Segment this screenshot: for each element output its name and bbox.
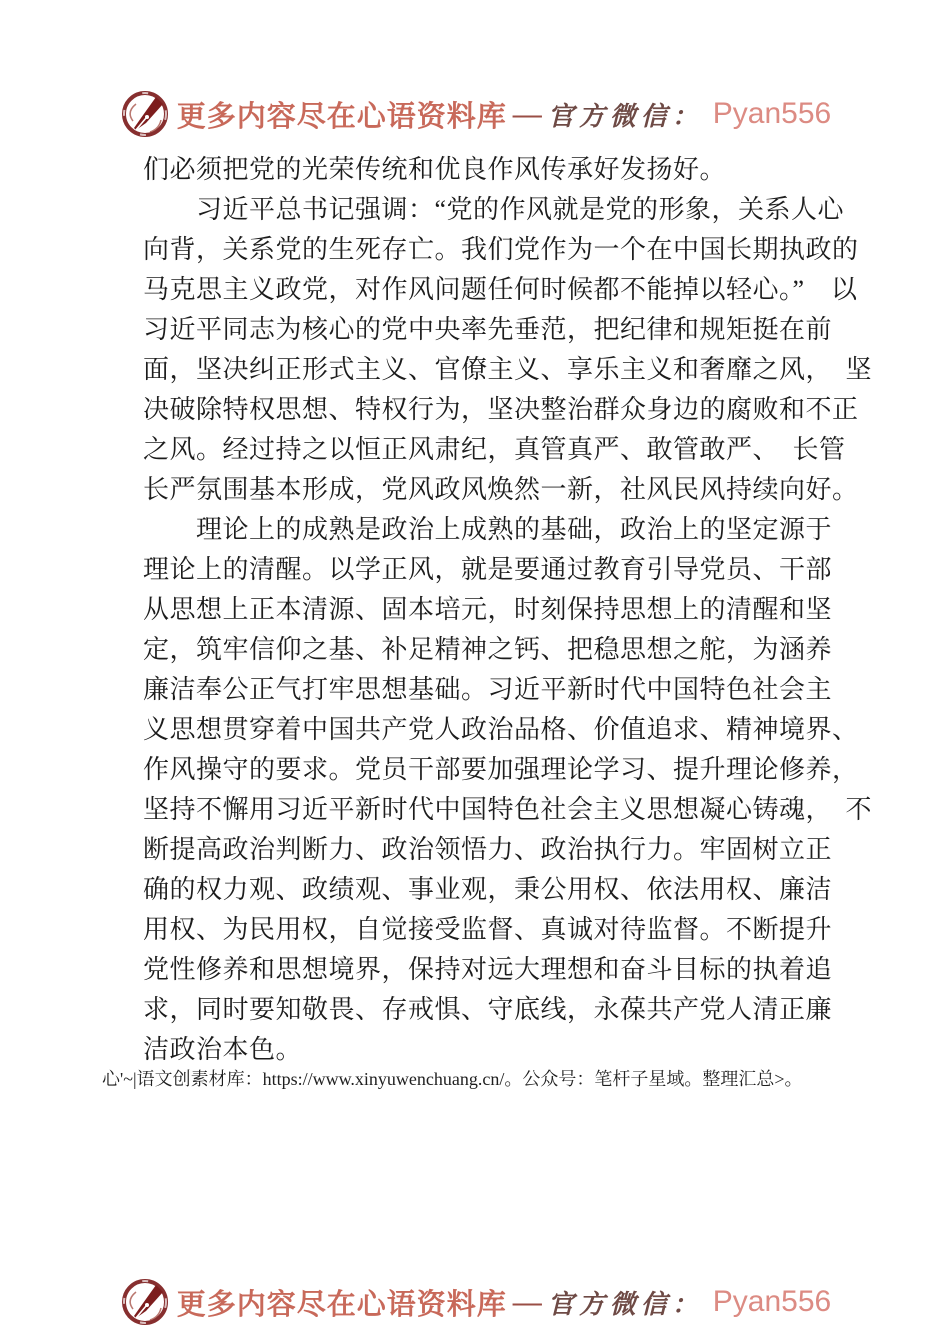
text-line: 定，筑牢信仰之基、补足精神之钙、把稳思想之舵，为涵养 bbox=[143, 635, 833, 664]
watermark-footer bbox=[0, 1276, 950, 1328]
text-line: 习近平总书记强调：“党的作风就是党的形象，关系人心 bbox=[196, 195, 845, 224]
text-line: 从思想上正本清源、固本培元，时刻保持思想上的清醒和坚 bbox=[143, 595, 833, 624]
text-line: 作风操守的要求。党员干部要加强理论学习、提升理论修养， bbox=[143, 755, 859, 784]
text-line: 党性修养和思想境界，保持对远大理想和奋斗目标的执着追 bbox=[143, 955, 833, 984]
text-line: 求，同时要知敬畏、存戒惧、守底线，永葆共产党人清正廉 bbox=[143, 995, 833, 1024]
text-line: 理论上的清醒。以学正风，就是要通过教育引导党员、干部 bbox=[143, 555, 833, 584]
source-footer: 心'~|语文创素材库：https://www.xinyuwenchuang.cn/。公众号：笔杆子星域。整理汇总>。 bbox=[102, 1069, 803, 1089]
text-line: 长严氛围基本形成，党风政风焕然一新，社风民风持续向好。 bbox=[143, 475, 859, 504]
text-line: 向背，关系党的生死存亡。我们党作为一个在中国长期执政的 bbox=[143, 235, 859, 264]
text-line: 断提高政治判断力、政治领悟力、政治执行力。牢固树立正 bbox=[143, 835, 833, 864]
text-line: 用权、为民用权，自觉接受监督、真诚对待监督。不断提升 bbox=[143, 915, 833, 944]
text-line: 义思想贯穿着中国共产党人政治品格、价值追求、精神境界、 bbox=[143, 715, 859, 744]
watermark-dash: — bbox=[512, 1285, 542, 1318]
text-line: 坚持不懈用习近平新时代中国特色社会主义思想凝心铸魂， 不 bbox=[143, 795, 873, 824]
watermark-wechat-id: Pyan556 bbox=[712, 1285, 832, 1318]
text-line: 决破除特权思想、特权行为，坚决整治群众身边的腐败和不正 bbox=[143, 395, 859, 424]
text-line: 确的权力观、政绩观、事业观，秉公用权、依法用权、廉洁 bbox=[143, 875, 833, 904]
watermark-text: 更多内容尽在心语资料库 bbox=[176, 100, 507, 133]
watermark-text: 更多内容尽在心语资料库 bbox=[176, 1288, 507, 1321]
text-line: 习近平同志为核心的党中央率先垂范，把纪律和规矩挺在前 bbox=[143, 315, 833, 344]
text-line: 廉洁奉公正气打牢思想基础。习近平新时代中国特色社会主 bbox=[143, 675, 833, 704]
watermark-header bbox=[0, 88, 950, 140]
text-line: 之风。经过持之以恒正风肃纪，真管真严、敢管敢严、 长管 bbox=[143, 435, 846, 464]
watermark-wechat-id: Pyan556 bbox=[712, 97, 832, 130]
watermark-wechat-label: 官方微信： bbox=[547, 1289, 703, 1319]
text-line: 马克思主义政党，对作风问题任何时候都不能掉以轻心。” 以 bbox=[143, 275, 858, 304]
pen-nib-logo-icon bbox=[119, 88, 171, 140]
text-line: 们必须把党的光荣传统和优良作风传承好发扬好。 bbox=[143, 155, 727, 184]
pen-nib-logo-icon bbox=[119, 1276, 171, 1328]
document-body bbox=[143, 150, 873, 1070]
watermark-wechat-label: 官方微信： bbox=[547, 101, 703, 131]
text-line: 洁政治本色。 bbox=[143, 1035, 303, 1064]
watermark-dash: — bbox=[512, 97, 542, 130]
text-line: 面，坚决纠正形式主义、官僚主义、享乐主义和奢靡之风， 坚 bbox=[143, 355, 873, 384]
text-line: 理论上的成熟是政治上成熟的基础，政治上的坚定源于 bbox=[196, 515, 833, 544]
